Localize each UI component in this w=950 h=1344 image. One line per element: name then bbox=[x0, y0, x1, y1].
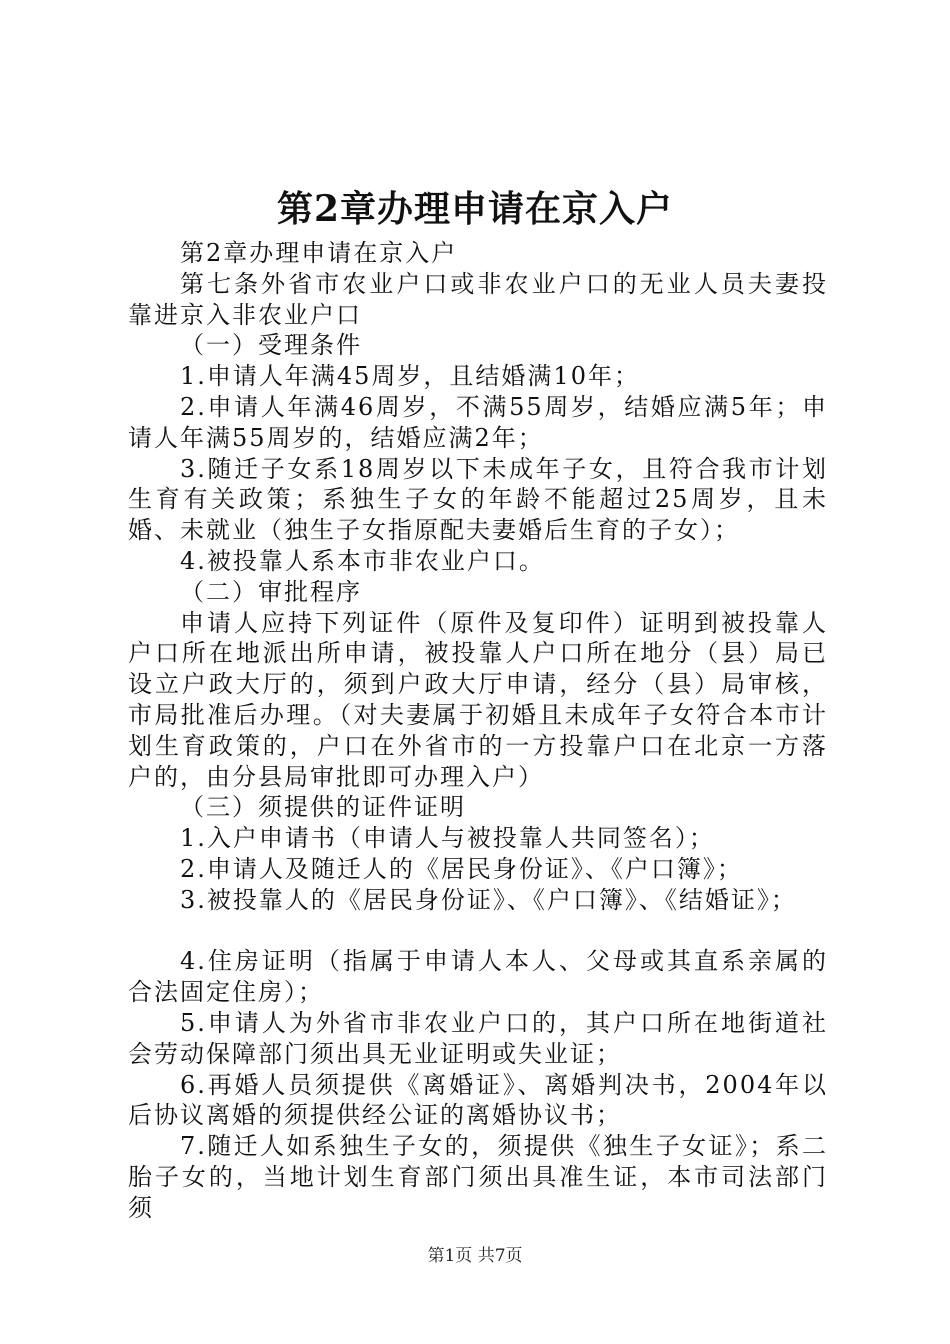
section-heading-procedure: （二）审批程序 bbox=[180, 577, 362, 606]
document-body bbox=[128, 238, 828, 1224]
section-heading-documents: （三）须提供的证件证明 bbox=[180, 793, 466, 822]
document-item-3: 3.被投靠人的《居民身份证》、《户口簿》、《结婚证》； bbox=[180, 885, 797, 914]
document-item-6: 6.再婚人员须提供《离婚证》、离婚判决书，2004年以后协议离婚的须提供经公证的离婚协议书； bbox=[128, 1070, 828, 1130]
section-heading-conditions: （一）受理条件 bbox=[180, 331, 362, 360]
page-footer: 第1页 共7页 bbox=[427, 1246, 523, 1266]
document-item-5: 5.申请人为外省市非农业户口的，其户口所在地街道社会劳动保障部门须出具无业证明或失业证； bbox=[128, 1008, 828, 1068]
condition-item-2: 2.申请人年满46周岁，不满55周岁，结婚应满5年；申请人年满55周岁的，结婚应满2年； bbox=[128, 392, 828, 452]
document-item-2: 2.申请人及随迁人的《居民身份证》、《户口簿》； bbox=[180, 854, 743, 883]
condition-item-3: 3.随迁子女系18周岁以下未成年子女，且符合我市计划生育有关政策；系独生子女的年龄不能超过25周岁，且未婚、未就业（独生子女指原配夫妻婚后生育的子女）； bbox=[128, 454, 828, 545]
document-title: 第2章办理申请在京入户 bbox=[276, 188, 674, 230]
chapter-heading: 第2章办理申请在京入户 bbox=[180, 239, 458, 267]
document-item-1: 1.入户申请书（申请人与被投靠人共同签名）； bbox=[180, 824, 715, 853]
condition-item-4: 4.被投靠人系本市非农业户口。 bbox=[180, 546, 545, 575]
document-item-7: 7.随迁人如系独生子女的，须提供《独生子女证》；系二胎子女的，当地计划生育部门须出具准生证，本市司法部门须 bbox=[128, 1132, 828, 1222]
document-item-4: 4.住房证明（指属于申请人本人、父母或其直系亲属的合法固定住房）； bbox=[128, 947, 828, 1007]
procedure-paragraph: 申请人应持下列证件（原件及复印件）证明到被投靠人户口所在地派出所申请，被投靠人户口所在地分（县）局已设立户政大厅的，须到户政大厅申请，经分（县）局审核，市局批准后办理。（对夫妻属于初婚且未成年子女符合本市计划生育政策的，户口在外省市的一方投靠户口在北京一方落户的，由分县局审批即可办理入户） bbox=[128, 608, 828, 791]
article-heading: 第七条外省市农业户口或非农业户口的无业人员夫妻投靠进京入非农业户口 bbox=[128, 269, 828, 329]
blank-line bbox=[128, 916, 828, 947]
condition-item-1: 1.申请人年满45周岁，且结婚满10年； bbox=[180, 362, 640, 391]
